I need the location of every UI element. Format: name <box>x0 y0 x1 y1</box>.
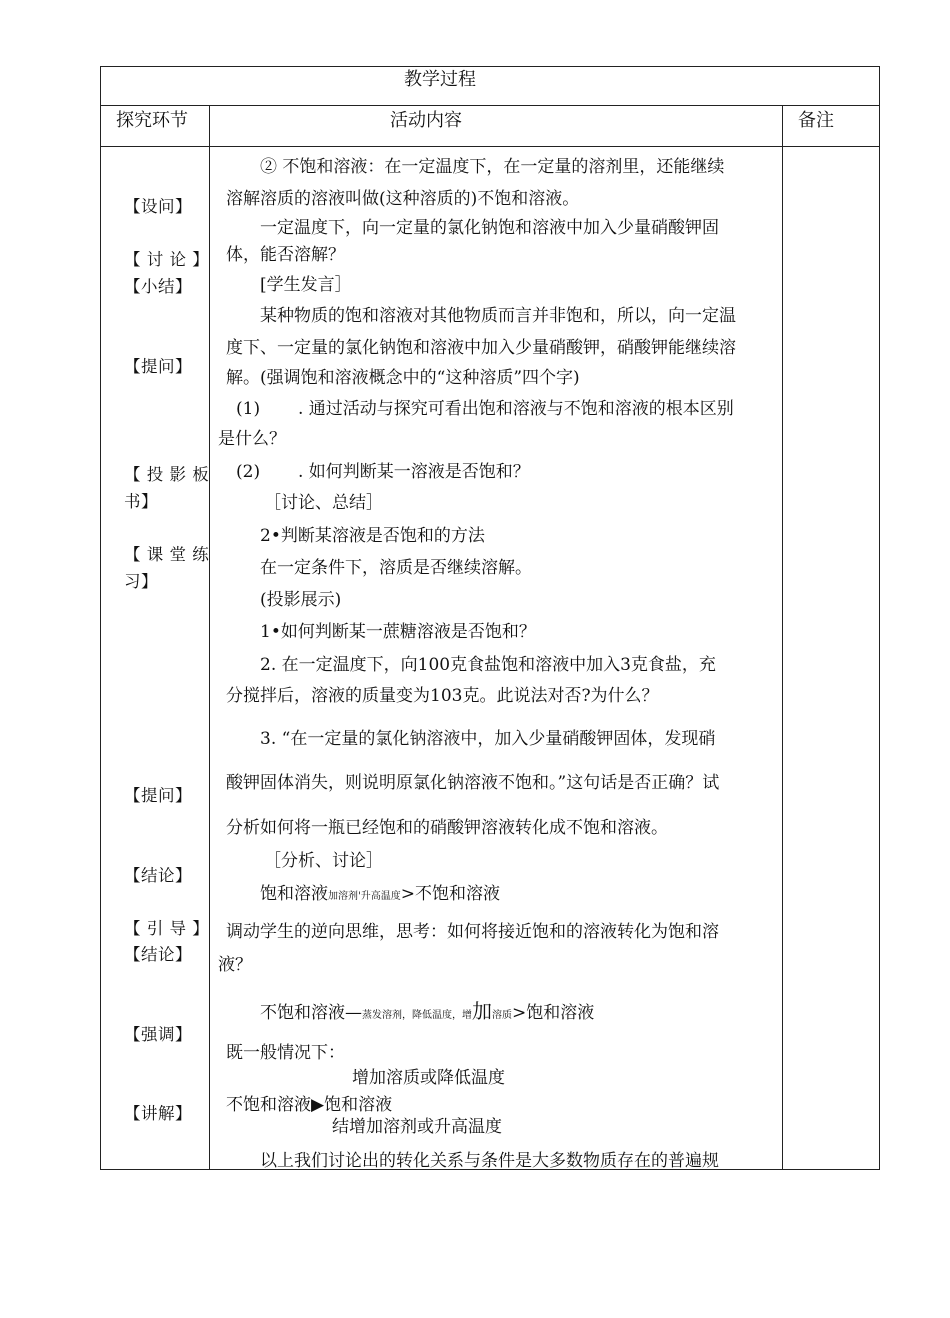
label-question-2: 【提问】 <box>124 786 192 805</box>
label-board-line1: 【 投 影 板 <box>124 465 210 484</box>
text-line: 2. 在一定温度下，向100克食盐饱和溶液中加入3克食盐，充 <box>260 655 716 675</box>
text-line: 3. “在一定量的氯化钠溶液中，加入少量硝酸钾固体，发现硝 <box>260 729 716 749</box>
conversion-saturated-to-unsaturated <box>260 884 500 907</box>
conversion-to: >不饱和溶液 <box>400 884 500 904</box>
conversion-to: >饱和溶液 <box>512 1003 595 1023</box>
text-line: 调动学生的逆向思维，思考：如何将接近饱和的溶液转化为饱和溶 <box>226 922 719 942</box>
header-note: 备注 <box>798 110 834 131</box>
text-line: . 通过活动与探究可看出饱和溶液与不饱和溶液的根本区别 <box>298 399 734 419</box>
text-line: 分析如何将一瓶已经饱和的硝酸钾溶液转化成不饱和溶液。 <box>226 818 668 838</box>
label-guide: 【 引 导 】 <box>124 919 210 938</box>
text-line: 度下、一定量的氯化钠饱和溶液中加入少量硝酸钾，硝酸钾能继续溶 <box>226 338 736 358</box>
text-line: ② 不饱和溶液：在一定温度下，在一定量的溶剂里，还能继续 <box>260 157 725 177</box>
text-line: . 如何判断某一溶液是否饱和？ <box>298 462 530 482</box>
header-section: 探究环节 <box>116 110 188 131</box>
text-line: 既一般情况下： <box>226 1043 345 1063</box>
diagram-bottom-condition: 结增加溶剂或升高温度 <box>332 1117 502 1137</box>
label-exercise-line1: 【 课 堂 练 <box>124 545 210 564</box>
text-line: [学生发言］ <box>260 275 352 295</box>
label-ask: 【设问】 <box>124 197 192 216</box>
text-line: 一定温度下，向一定量的氯化钠饱和溶液中加入少量硝酸钾固 <box>260 218 719 238</box>
table-left-border <box>100 66 101 1169</box>
text-line: 分搅拌后，溶液的质量变为103克。此说法对否?为什么？ <box>226 686 659 706</box>
label-conclusion-2: 【结论】 <box>124 945 192 964</box>
conversion-condition: 加溶剂'升高温度 <box>328 891 401 902</box>
table-right-border <box>879 66 880 1169</box>
conversion-condition-large: 加 <box>472 999 492 1023</box>
text-line: 体，能否溶解？ <box>226 245 345 265</box>
label-exercise-line2: 习】 <box>124 572 158 591</box>
text-line: 在一定条件下，溶质是否继续溶解。 <box>260 558 532 578</box>
conversion-unsaturated-to-saturated <box>260 1001 594 1026</box>
text-line: 液？ <box>218 955 252 975</box>
text-line: 2•判断某溶液是否饱和的方法 <box>260 526 485 546</box>
label-conclusion: 【结论】 <box>124 866 192 885</box>
label-discuss: 【 讨 论 】 <box>124 250 210 269</box>
text-line: ［分析、讨论］ <box>264 851 383 871</box>
diagram-top-condition: 增加溶质或降低温度 <box>352 1068 505 1088</box>
text-line: 以上我们讨论出的转化关系与条件是大多数物质存在的普遍规 <box>260 1151 719 1171</box>
text-line: 溶解溶质的溶液叫做(这种溶质的)不饱和溶液。 <box>226 189 580 209</box>
conversion-from: 饱和溶液 <box>260 884 328 904</box>
text-line: 解。(强调饱和溶液概念中的“这种溶质”四个字) <box>226 368 580 388</box>
text-line: ［讨论、总结］ <box>264 493 383 513</box>
text-line: 酸钾固体消失，则说明原氯化钠溶液不饱和。”这句话是否正确？试 <box>226 773 720 793</box>
title-row-divider <box>100 105 880 106</box>
text-line: 某种物质的饱和溶液对其他物质而言并非饱和，所以，向一定温 <box>260 306 736 326</box>
diagram-main-line: 不饱和溶液▶饱和溶液 <box>226 1095 393 1115</box>
conversion-condition: 蒸发溶剂，降低温度，增 <box>362 1010 472 1021</box>
header-row-divider <box>100 146 880 147</box>
conversion-from: 不饱和溶液— <box>260 1003 362 1023</box>
label-board-line2: 书】 <box>124 492 158 511</box>
header-content: 活动内容 <box>390 110 462 131</box>
list-number: (1) <box>236 399 261 419</box>
table-title: 教学过程 <box>404 69 476 90</box>
label-summary: 【小结】 <box>124 277 192 296</box>
label-question: 【提问】 <box>124 357 192 376</box>
column-divider-2 <box>782 105 783 1169</box>
text-line: (投影展示) <box>260 590 342 610</box>
list-number: (2) <box>236 462 261 482</box>
label-explain: 【讲解】 <box>124 1104 192 1123</box>
label-emphasis: 【强调】 <box>124 1025 192 1044</box>
conversion-condition: 溶质 <box>492 1010 512 1021</box>
table-top-border <box>100 66 880 67</box>
text-line: 是什么？ <box>218 429 286 449</box>
text-line: 1•如何判断某一蔗糖溶液是否饱和？ <box>260 622 536 642</box>
